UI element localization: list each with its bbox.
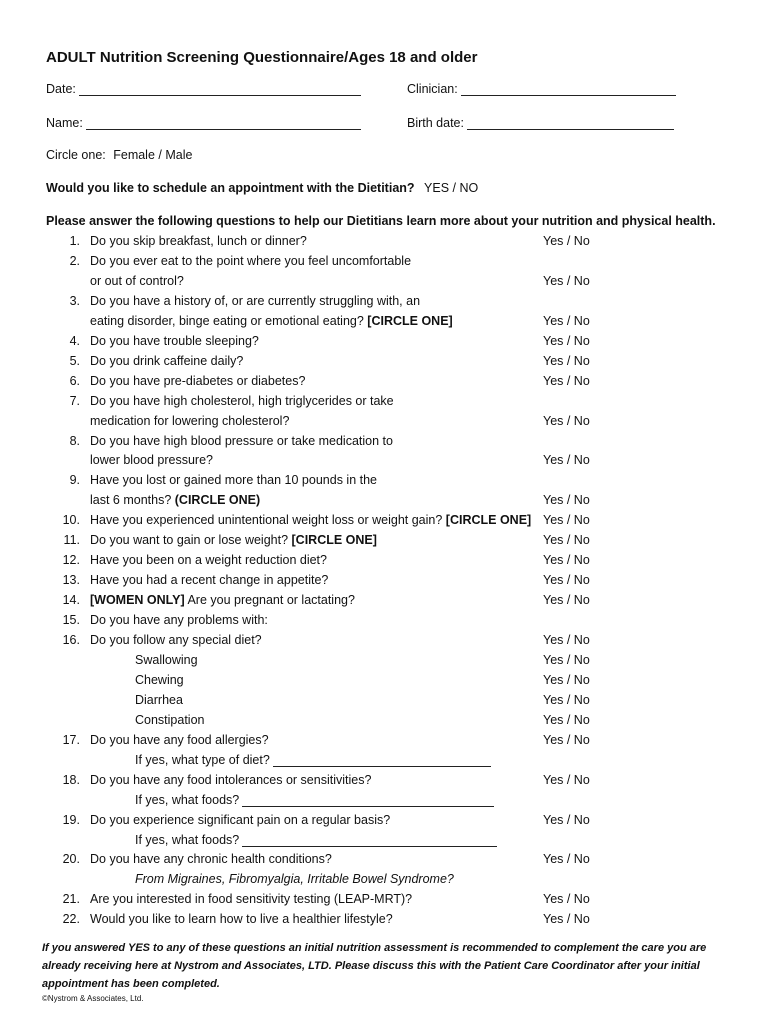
question-line: Do you have high cholesterol, high triglycerides or take [90, 393, 394, 408]
question-text [90, 434, 393, 448]
question-number: 15. [62, 613, 80, 628]
question-line: Are you interested in food sensitivity testing (LEAP-MRT)? [90, 892, 413, 907]
yes-no-answer[interactable]: Yes / No [543, 593, 590, 608]
question-line: Do you follow any special diet? [90, 633, 262, 647]
question-line: Do you have pre-diabetes or diabetes? [90, 373, 306, 388]
question-line: or out of control? [90, 273, 184, 288]
yes-no-answer[interactable]: Yes / No [543, 493, 590, 508]
problem-item: Swallowing [135, 652, 198, 667]
question-text [90, 892, 412, 906]
question-text [90, 513, 531, 527]
question-emphasis: (CIRCLE ONE) [171, 493, 261, 508]
question-line: Have you had a recent change in appetite? [90, 573, 329, 588]
followup-label: If yes, what foods? [135, 792, 240, 807]
yes-no-answer[interactable]: Yes / No [543, 852, 590, 867]
question-number: 20. [62, 852, 80, 867]
question-number: 8. [69, 433, 80, 448]
question-number: 6. [69, 373, 80, 388]
followup-input-line[interactable] [242, 793, 494, 807]
yes-no-answer[interactable]: Yes / No [543, 234, 590, 248]
appointment-options[interactable]: YES / NO [424, 181, 479, 195]
followup-field [135, 793, 494, 807]
question-text [90, 294, 420, 308]
question-line: eating disorder, binge eating or emotional eating? [90, 313, 364, 328]
copyright: ©Nystrom & Associates, Ltd. [42, 994, 144, 1003]
yes-no-answer[interactable]: Yes / No [543, 333, 590, 348]
question-line: Have you lost or gained more than 10 pounds in the [90, 473, 377, 488]
question-text [90, 334, 259, 348]
question-line: Do you have any problems with: [90, 613, 268, 628]
question-text [90, 234, 307, 248]
question-text [90, 553, 327, 567]
question-number: 13. [62, 573, 80, 588]
gender-label: Circle one: [46, 148, 106, 162]
gender-options[interactable]: Female / Male [113, 148, 193, 162]
question-text [90, 274, 184, 288]
date-label: Date: [46, 82, 76, 96]
question-text [90, 493, 260, 507]
question-text [90, 573, 328, 587]
question-line: Do you have high blood pressure or take medication to [90, 433, 393, 448]
question-text [90, 473, 377, 487]
birth-date-label: Birth date: [407, 116, 464, 130]
question-number: 1. [69, 234, 80, 248]
question-number: 16. [62, 633, 80, 647]
date-input-line[interactable] [79, 82, 361, 96]
question-number: 22. [62, 912, 80, 927]
question-text [90, 912, 393, 926]
question-line: Do you have any food allergies? [90, 732, 269, 747]
question-number: 17. [62, 732, 80, 747]
question-line: Do you drink caffeine daily? [90, 353, 244, 368]
question-text [90, 394, 394, 408]
question-text [90, 254, 411, 268]
yes-no-answer[interactable]: Yes / No [543, 912, 590, 927]
appointment-row [46, 181, 478, 195]
question-number: 7. [69, 393, 80, 408]
question-emphasis: [CIRCLE ONE] [288, 533, 377, 548]
question-line: Are you pregnant or lactating? [184, 593, 355, 608]
question-text [90, 374, 305, 388]
question-line: Do you want to gain or lose weight? [90, 533, 289, 548]
question-line: Have you experienced unintentional weight loss or weight gain? [90, 513, 443, 528]
yes-no-answer[interactable]: Yes / No [543, 373, 590, 388]
question-line: Do you ever eat to the point where you feel uncomfortable [90, 253, 412, 268]
question-text [90, 314, 453, 328]
question-number: 18. [62, 772, 80, 787]
question-line: lower blood pressure? [90, 453, 213, 468]
question-text [90, 773, 371, 787]
appointment-question: Would you like to schedule an appointment with the Dietitian? [46, 181, 415, 195]
date-field [46, 82, 361, 96]
question-line: Do you have any chronic health conditions? [90, 852, 332, 867]
yes-no-answer[interactable]: Yes / No [543, 313, 590, 328]
question-number: 19. [62, 812, 80, 827]
question-text [90, 852, 332, 866]
question-number: 11. [63, 533, 80, 548]
question-number: 3. [69, 293, 80, 308]
question-text [90, 613, 268, 627]
yes-no-answer[interactable]: Yes / No [543, 772, 590, 787]
followup-field [135, 753, 491, 767]
yes-no-answer[interactable]: Yes / No [543, 573, 590, 588]
question-emphasis: [CIRCLE ONE] [363, 313, 453, 328]
question-line: medication for lowering cholesterol? [90, 413, 290, 428]
yes-no-answer[interactable]: Yes / No [543, 712, 590, 727]
birth-date-input-line[interactable] [467, 116, 674, 130]
yes-no-answer[interactable]: Yes / No [543, 413, 590, 428]
question-line: Do you have any food intolerances or sensitivities? [90, 772, 372, 787]
problem-item: Diarrhea [135, 692, 183, 707]
yes-no-answer[interactable]: Yes / No [543, 633, 590, 647]
question-line: Do you have trouble sleeping? [90, 333, 259, 348]
pain-examples: From Migraines, Fibromyalgia, Irritable Bowel Syndrome? [135, 872, 454, 887]
question-emphasis: [CIRCLE ONE] [442, 513, 532, 528]
question-number: 5. [69, 353, 80, 368]
question-number: 14. [62, 593, 80, 608]
question-text [90, 414, 289, 428]
yes-no-answer[interactable]: Yes / No [543, 892, 590, 907]
question-number: 10. [62, 513, 80, 528]
question-text [90, 813, 390, 827]
name-input-line[interactable] [86, 116, 361, 130]
gender-row [46, 148, 192, 162]
yes-no-answer[interactable]: Yes / No [543, 553, 590, 568]
problem-item: Constipation [135, 712, 205, 727]
yes-no-answer[interactable]: Yes / No [543, 453, 590, 468]
question-text [90, 533, 377, 547]
yes-no-answer[interactable]: Yes / No [543, 513, 590, 528]
question-text [90, 633, 262, 647]
problem-item: Chewing [135, 672, 184, 687]
page-title: ADULT Nutrition Screening Questionnaire/Ages 18 and older [46, 49, 478, 66]
followup-field [135, 833, 497, 847]
clinician-label: Clinician: [407, 82, 458, 96]
yes-no-answer[interactable]: Yes / No [543, 812, 590, 827]
question-number: 12. [62, 553, 80, 568]
question-text [90, 593, 355, 607]
yes-no-answer[interactable]: Yes / No [543, 273, 590, 288]
question-number: 2. [69, 253, 80, 268]
question-line: last 6 months? [90, 493, 172, 508]
intro-text: Please answer the following questions to help our Dietitians learn more about your nutrition and physical health. [46, 214, 716, 228]
question-line: Do you have a history of, or are currently struggling with, an [90, 293, 421, 308]
yes-no-answer[interactable]: Yes / No [543, 652, 590, 667]
footer-note: If you answered YES to any of these questions an initial nutrition assessment is recommended to complement the care you are already receiving here at Nystrom and Associates, LTD. Please discuss this with the Patient Care Coordinator after your initial appointment has been completed. [42, 942, 707, 990]
name-label: Name: [46, 116, 83, 130]
question-text [90, 733, 269, 747]
name-field [46, 116, 361, 130]
followup-input-line[interactable] [273, 753, 491, 767]
question-text [90, 453, 213, 467]
question-line: Have you been on a weight reduction diet? [90, 553, 327, 568]
birth-date-field [407, 116, 674, 130]
yes-no-answer[interactable]: Yes / No [543, 672, 590, 687]
followup-label: If yes, what type of diet? [135, 752, 270, 767]
yes-no-answer[interactable]: Yes / No [543, 533, 590, 548]
question-line: Do you skip breakfast, lunch or dinner? [90, 234, 307, 248]
question-number: 9. [69, 473, 80, 488]
yes-no-answer[interactable]: Yes / No [543, 353, 590, 368]
clinician-field [407, 82, 676, 96]
followup-label: If yes, what foods? [135, 832, 240, 847]
question-emphasis: [WOMEN ONLY] [90, 593, 185, 608]
question-text [90, 354, 243, 368]
yes-no-answer[interactable]: Yes / No [543, 692, 590, 707]
question-line: Would you like to learn how to live a healthier lifestyle? [90, 912, 393, 927]
question-line: Do you experience significant pain on a regular basis? [90, 812, 391, 827]
question-number: 21. [62, 892, 80, 907]
yes-no-answer[interactable]: Yes / No [543, 732, 590, 747]
followup-input-line[interactable] [242, 833, 497, 847]
question-number: 4. [69, 333, 80, 348]
clinician-input-line[interactable] [461, 82, 676, 96]
